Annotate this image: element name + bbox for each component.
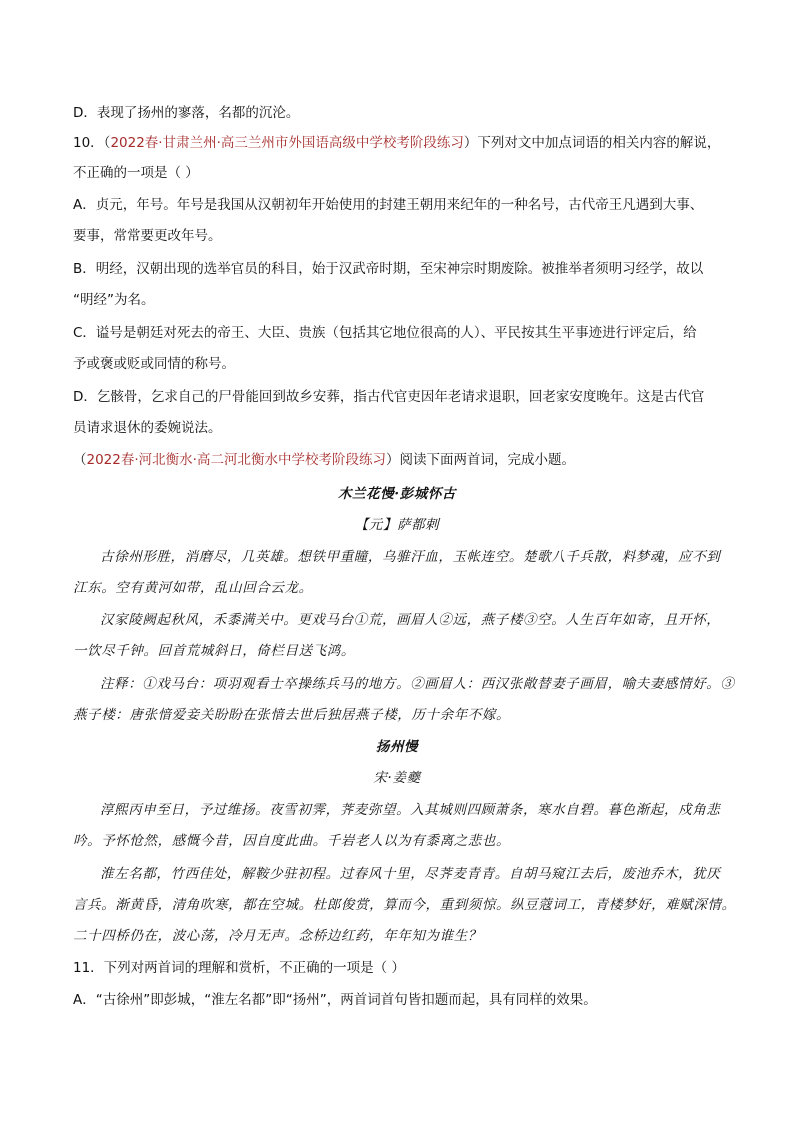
reading-intro <box>73 450 575 470</box>
intro-paren: （ <box>73 452 87 468</box>
q10-stem-text: ）下列对文中加点词语的相关内容的解说， <box>463 135 721 151</box>
intro-text: ）阅读下面两首词，完成小题。 <box>385 452 575 468</box>
q10-option-a: A．贞元，年号。年号是我国从汉朝初年开始使用的封建王朝用来纪年的一种名号，古代帝王凡遇到大事、 <box>73 197 704 213</box>
poem2-author: 宋·姜夔 <box>373 770 421 786</box>
poem2-preface-line2: 吟。予怀怆然，感慨今昔，因自度此曲。千岩老人以为有黍离之悲也。 <box>73 833 511 849</box>
q10-option-d-cont: 员请求退休的委婉说法。 <box>73 420 222 436</box>
question-10-stem-cont: 不正确的一项是（ ） <box>73 165 199 181</box>
poem2-title: 扬州慢 <box>375 739 419 755</box>
poem1-stanza2-line2: 一饮尽千钟。回首荒城斜日，倚栏目送飞鸿。 <box>73 643 355 659</box>
option-d-previous: D．表现了扬州的寥落，名都的沉沦。 <box>73 105 300 121</box>
poem1-stanza2-line1: 汉家陵阙起秋风，禾黍满关中。更戏马台①荒，画眉人②远，燕子楼③空。人生百年如寄，且开怀， <box>100 612 721 628</box>
q10-option-b-cont: “明经”为名。 <box>73 292 155 308</box>
q10-source-link[interactable]: 2022春·甘肃兰州·高三兰州市外国语高级中学校考阶段练习 <box>110 135 464 151</box>
q10-option-b: B．明经，汉朝出现的选举官员的科目，始于汉武帝时期，至宋神宗时期废除。被推举者须明习经学，故以 <box>73 261 704 277</box>
poem1-title: 木兰花慢·彭城怀古 <box>337 486 457 502</box>
q10-option-d: D．乞骸骨，乞求自己的尸骨能回到故乡安葬，指古代官吏因年老请求退职，回老家安度晚年。这是古代官 <box>73 389 705 405</box>
question-10-stem <box>73 133 720 153</box>
q10-option-a-cont: 要事，常常要更改年号。 <box>73 228 222 244</box>
poem2-body-line1: 淮左名都，竹西佳处，解鞍少驻初程。过春风十里，尽荠麦青青。自胡马窥江去后，废池乔木，犹厌 <box>100 866 721 882</box>
intro-source-link[interactable]: 2022春·河北衡水·高二河北衡水中学校考阶段练习 <box>86 452 386 468</box>
q10-option-c: C．谥号是朝廷对死去的帝王、大臣、贵族（包括其它地位很高的人）、平民按其生平事迹进行评定后，给 <box>73 325 697 341</box>
poem1-stanza1-line1: 古徐州形胜，消磨尽，几英雄。想铁甲重瞳，乌骓汗血，玉帐连空。楚歌八千兵散，料梦魂，应不到 <box>100 549 721 565</box>
q10-option-c-cont: 予或褒或贬或同情的称号。 <box>73 356 235 372</box>
poem1-notes-line2: 燕子楼：唐张愔爱妾关盼盼在张愔去世后独居燕子楼，历十余年不嫁。 <box>73 707 511 723</box>
q10-number: 10．（ <box>73 135 111 151</box>
question-11-stem: 11．下列对两首词的理解和赏析，不正确的一项是（ ） <box>73 960 405 976</box>
poem2-preface-line1: 淳熙丙申至日，予过维扬。夜雪初霁，荠麦弥望。入其城则四顾萧条，寒水自碧。暮色渐起，戍角悲 <box>100 802 721 818</box>
q11-option-a: A．“古徐州”即彭城，“淮左名都”即“扬州”，两首词首句皆扣题而起，具有同样的效果。 <box>73 992 597 1008</box>
poem2-body-line3: 二十四桥仍在，波心荡，冷月无声。念桥边红药，年年知为谁生？ <box>73 928 482 944</box>
poem1-notes-line1: 注释：①戏马台：项羽观看士卒操练兵马的地方。②画眉人：西汉张敞替妻子画眉，喻夫妻感情好。③ <box>100 676 735 692</box>
poem1-stanza1-line2: 江东。空有黄河如带，乱山回合云龙。 <box>73 580 313 596</box>
poem1-author: 【元】萨都剌 <box>354 517 440 533</box>
poem2-body-line2: 言兵。渐黄昏，清角吹寒，都在空城。杜郎俊赏，算而今，重到须惊。纵豆蔻词工，青楼梦好，难赋深情。 <box>73 897 736 913</box>
